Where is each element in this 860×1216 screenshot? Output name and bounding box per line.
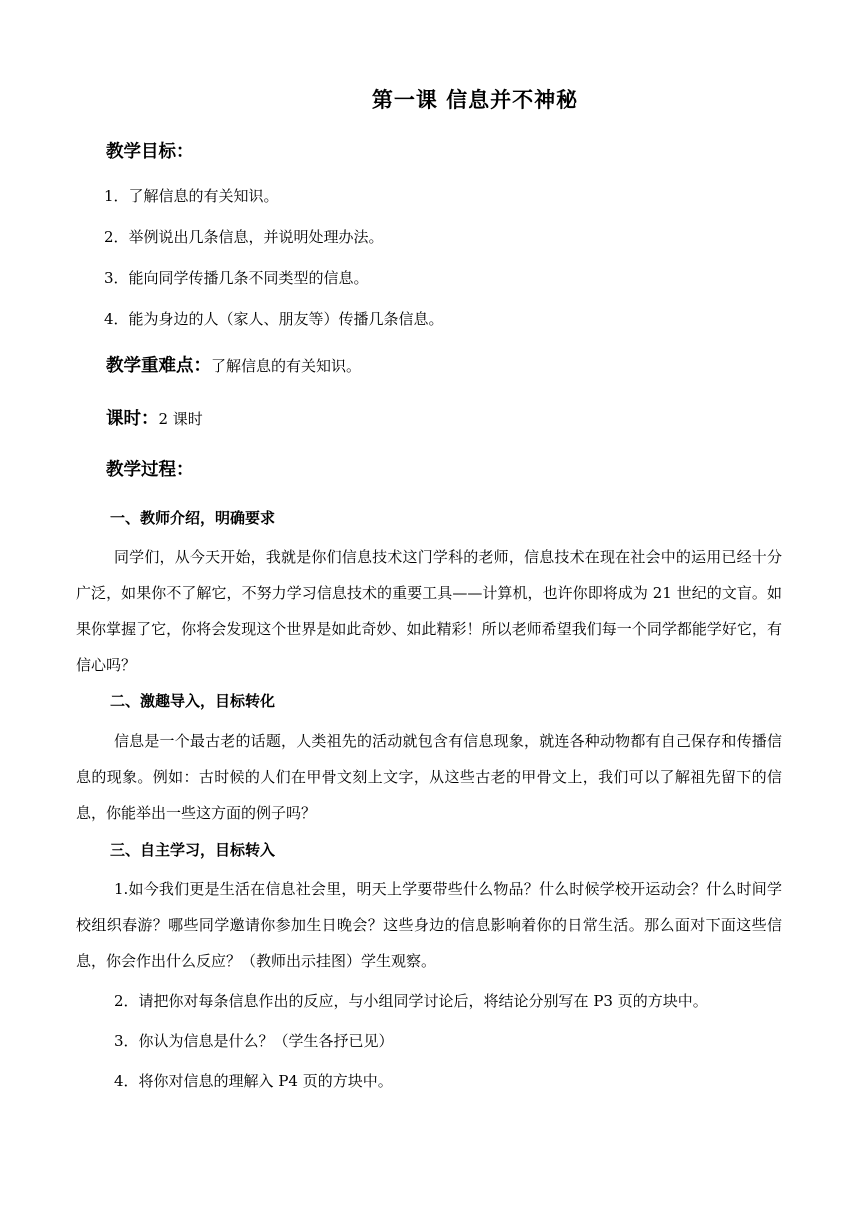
section-3-title: 三、自主学习，目标转入 xyxy=(110,841,276,859)
section-2-paragraph-1: 信息是一个最古老的话题，人类祖先的活动就包含有信息现象，就连各种动物都有自己保存和传播信息的现象。例如：古时候的人们在甲骨文刻上文字，从这些古老的甲骨文上，我们可以了解祖先留下的信息，你能举出一些这方面的例子吗？ xyxy=(76,732,782,822)
section-1-paragraph-1: 同学们，从今天开始，我就是你们信息技术这门学科的老师，信息技术在现在社会中的运用已经十分广泛，如果你不了解它，不努力学习信息技术的重要工具——计算机，也许你即将成为 21 世纪的文盲。如果你掌握了它，你将会发现这个世界是如此奇妙、如此精彩！所以老师希望我们每一个同学都能学好它，有信心吗？ xyxy=(76,548,782,674)
objective-item-1: 1．了解信息的有关知识。 xyxy=(104,187,279,205)
key-points-row xyxy=(106,354,361,378)
section-3-paragraph-3: 3．你认为信息是什么？（学生各抒已见） xyxy=(114,1032,394,1050)
hours-value: 2 课时 xyxy=(158,410,203,428)
objective-item-4: 4．能为身边的人（家人、朋友等）传播几条信息。 xyxy=(104,310,444,328)
key-points-heading: 教学重难点： xyxy=(106,356,211,376)
section-3-paragraph-1: 1.如今我们更是生活在信息社会里，明天上学要带些什么物品？什么时候学校开运动会？什么时间学校组织春游？哪些同学邀请你参加生日晚会？这些身边的信息影响着你的日常生活。那么面对下面这些信息，你会作出什么反应？（教师出示挂图）学生观察。 xyxy=(76,880,782,970)
section-3-paragraph-2: 2．请把你对每条信息作出的反应，与小组同学讨论后，将结论分别写在 P3 页的方块中。 xyxy=(114,992,708,1010)
hours-heading: 课时： xyxy=(106,409,159,429)
key-points-value: 了解信息的有关知识。 xyxy=(211,357,362,375)
objective-item-2: 2．举例说出几条信息，并说明处理办法。 xyxy=(104,228,384,246)
hours-row xyxy=(106,407,203,431)
section-1-title: 一、教师介绍，明确要求 xyxy=(110,509,276,527)
lesson-title: 第一课 信息并不神秘 xyxy=(371,88,579,112)
objectives-heading: 教学目标： xyxy=(106,142,194,162)
objective-item-3: 3．能向同学传播几条不同类型的信息。 xyxy=(104,269,369,287)
process-heading: 教学过程： xyxy=(106,460,194,480)
section-3-paragraph-4: 4．将你对信息的理解入 P4 页的方块中。 xyxy=(114,1072,393,1090)
section-2-title: 二、激趣导入，目标转化 xyxy=(110,692,276,710)
